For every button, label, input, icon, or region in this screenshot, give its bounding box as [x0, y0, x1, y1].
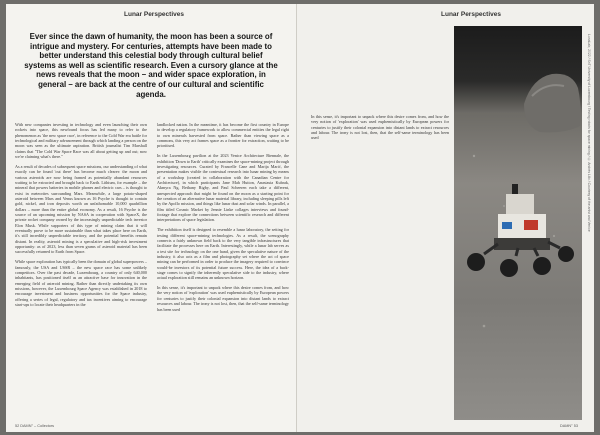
rover-wheel	[500, 259, 518, 277]
body-paragraph: landlocked nation. In the meantime, it has become the first country in Europe to develop a regulatory framework to allow commercial entities the legal right to own minerals harvested from space. Rather than viewing space as a commons, this very act frames space as a frontier for extraction, waiting to be prioritised.	[157, 122, 289, 149]
body-paragraph: While space exploration has typically been the domain of global superpowers – famously, the USA and USSR – the new space race has some unlikely competitors. Over the past decade, Luxembourg, a country of only 640,000 inhabitants, has positioned itself as an attractive base for innovation in the emerging field of asteroid mining. Rather than directly undertaking its own missions, however, the Luxembourg Space Agency was established in 2018 to encourage investment and business opportunities for the Space industry, offering a series of legal, regulatory and tax incentives aiming to encourage start-ups to locate their headquarters in the	[15, 259, 147, 307]
body-column-3	[311, 114, 449, 145]
body-paragraph: The exhibition itself is designed to resemble a lunar laboratory, the setting for testing different space-mining technologies. As a result, the scenography connects a fairly unknown field back to the very tangible infrastructures that facilitate the processes here on Earth. Interestingly, while a lunar lab serves as a test site for technology on the one hand, given the speculative nature of the industry, it also acts as a film and photography set where the act of space mining can be performed in order to produce the imagery required to convince would-be investors of its potential future success. Here, the idea of a back-stage comes to signify the inherently speculative side to the industry, where actual exploration still remains an unknown horizon.	[157, 227, 289, 281]
body-paragraph: With new companies investing in technology and even launching their own rockets into space, this newfound focus has led many to refer to the phenomenon as 'the new space race', in reference to the Cold War era battle for technological and military advancement through which landing a person on the moon was seen as the ultimate aspiration. British journalist Tim Marshall claims that "The Cold War Space Race was all about getting up and out; now we're claiming what's there."	[15, 122, 147, 160]
body-column-2	[157, 122, 289, 316]
body-column-1	[15, 122, 147, 312]
rover-wheel	[533, 257, 551, 275]
running-head: Lunar Perspectives	[124, 11, 184, 18]
rover-illustration	[454, 26, 582, 420]
photo-credit: LunaLab, 2022 / SnT University of Luxembourg / Testing robots for space mining / © Andrés Lilic / Courtesy of the artist and Venice	[587, 34, 591, 232]
lunar-rover-photo	[454, 26, 582, 420]
page-footer: 52 DAMN° – Collectors	[15, 424, 55, 428]
regolith-speck	[473, 155, 475, 157]
rover	[467, 184, 574, 277]
running-head: Lunar Perspectives	[441, 11, 501, 18]
page-footer: DAMN° 53	[560, 424, 578, 428]
regolith-speck	[553, 235, 555, 237]
rover-chassis	[494, 238, 550, 250]
rover-wheel	[467, 253, 485, 271]
rover-mast-box	[506, 194, 534, 214]
rover-wheel	[558, 246, 574, 262]
body-paragraph: As a result of decades of subsequent space missions, our understanding of what exactly can be found 'out there' has become much clearer: the moon and various asteroids are now being framed as potentially abundant resources waiting to be extracted and brought back to Earth. Lithium, for example – the mineral that powers batteries in mobile phones and electric cars – is thought to exist in meteorites surrounding Mars. Meanwhile, a large potato-shaped asteroid between Mars and Venus known as 16 Psyche is thought to contain gold, nickel, and iron deposits worth an unfathomable 10,000 quadrillion dollars – more than the entire global economy. As a result, 16 Psyche is the source of an upcoming mission by NASA in cooperation with SpaceX, the private rocket company owned by the increasingly unpredictable tech investor Elon Musk. While supporters of this type of mining claim that it will eventually prove to be more sustainable than what takes place here on Earth, it's still incredibly unpredictable territory, and the potential benefits remain distant. In reality, asteroid mining is a speculative and high-risk investment opportunity: as of 2023, less than seven grams of asteroid material has been successfully returned to Earth from Space.	[15, 163, 147, 255]
regolith-speck	[483, 325, 486, 328]
intro-paragraph: Ever since the dawn of humanity, the moon has been a source of intrigue and mystery. For centuries, attempts have been made to better understand this celestial body through cultural belief systems as well as scientific research. Even a cursory glance at the news reveals that the moon – and wider space exploration, in general – are back at the centre of our cultural and scientific agenda.	[24, 32, 278, 99]
body-paragraph: In this sense, it's important to unpack where this desire comes from, and how the very notion of 'exploration' was used euphemistically by European powers for centuries to justify their colonial expansion into distant lands to extract resources and labour. The irony is not lost, then, that the self-same terminology has been used	[311, 114, 449, 141]
rover-blue-board	[502, 222, 512, 229]
left-page	[6, 4, 297, 432]
rover-red-board	[524, 220, 538, 230]
rover-camera	[512, 184, 518, 194]
right-page	[297, 4, 594, 432]
body-paragraph: In the Luxembourg pavilion at the 2023 Venice Architecture Biennale, the exhibition 'Down to Earth' critically examines the space-mining project through investigating resources. Curated by Francelle Cane and Marija Marić, the presentation makes visible the contextual research into lunar mining by means of a workshop (created in collaboration with the Canadian Centre for Architecture), in which participants Jane Mah Hutton, Anastasia Kubrak, Akmyra Ng, Bethany Rigby, and Paul Scheeren each take a different, unexpected approach that might be found on the moon as a starting point for the creation of an alternative lunar material library, including sleeping pills left by the Apollo mission, and things like lunar dust and solar winds. In parallel, a film titled Cosmic Market by Jennie Linke collages interviews and found-footage that explore the connections between scientific research and different interpretations of space legislation.	[157, 153, 290, 223]
body-paragraph: In this sense, it's important to unpack where this desire comes from, and how the very notion of 'exploration' was used euphemistically by European powers for centuries to justify their colonial expansion into distant lands to extract resources and labour. The irony is not lost, then, that the self-same terminology has been used	[157, 285, 289, 312]
moon-rock	[524, 74, 581, 133]
regolith-speck	[503, 205, 505, 207]
